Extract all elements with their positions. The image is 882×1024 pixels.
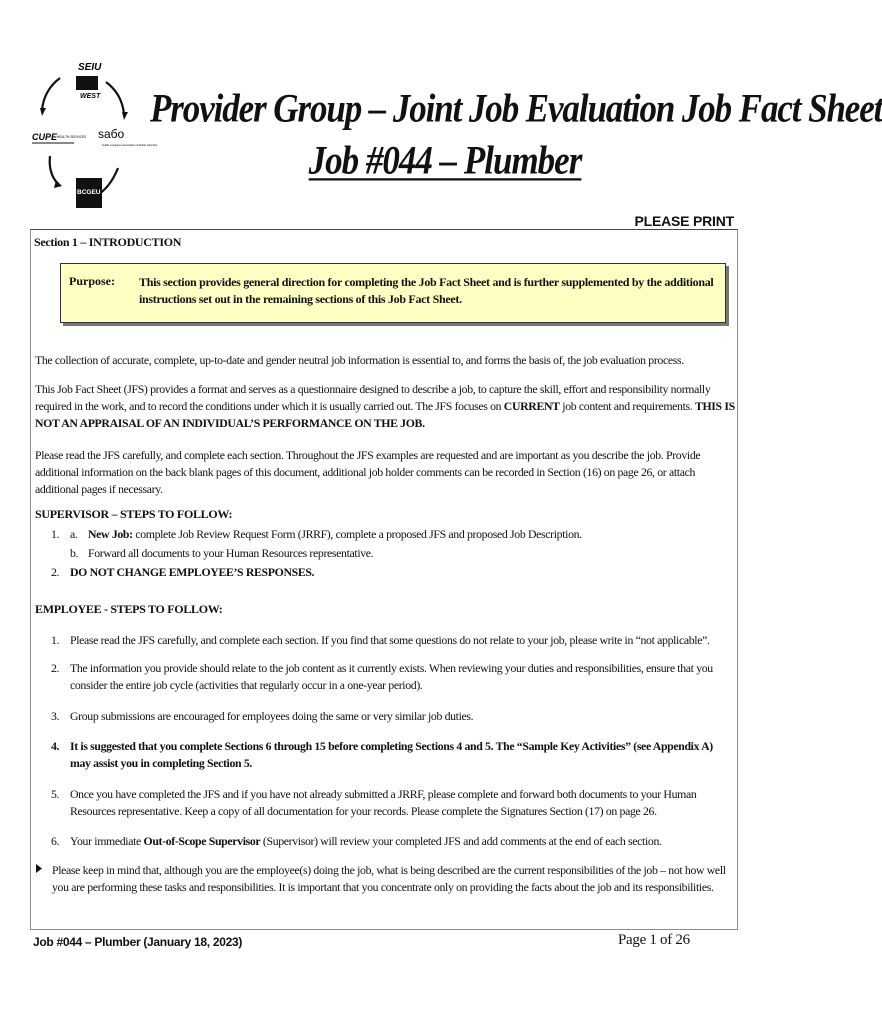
- section-heading: Section 1 – INTRODUCTION: [34, 235, 182, 249]
- new-job-text: complete Job Review Request Form (JRRF), complete a proposed JFS and proposed Job Description.: [132, 527, 582, 541]
- employee-step-4-number: 4.: [51, 739, 60, 753]
- intro-paragraph-2: [35, 381, 735, 432]
- sabo-logo-subtext: health employers association of british columbia: [102, 144, 158, 147]
- employee-heading: EMPLOYEE - STEPS TO FOLLOW:: [35, 602, 223, 616]
- employee-note: Please keep in mind that, although you are the employee(s) doing the job, what is being described are the current responsibilities of the job – not how well you are performing these tasks and responsibilities. It is important that you concentrate only on providing the facts about the job and its responsibilities.: [52, 863, 726, 894]
- seiu-logo-mark: [76, 76, 98, 90]
- para2-current: CURRENT: [503, 399, 560, 413]
- para2-text-a: This Job Fact Sheet (JFS) provides a format and serves as a questionnaire designed to describe a job, to capture the skill, effort and responsibility normally required in the work, and to record the conditions under which it is usually carried out. The JFS focuses on: [35, 382, 711, 413]
- please-print-label: PLEASE PRINT: [634, 213, 734, 229]
- supervisor-heading: SUPERVISOR – STEPS TO FOLLOW:: [35, 507, 233, 521]
- job-title: [150, 138, 740, 184]
- employee-step-1-number: 1.: [51, 633, 60, 647]
- supervisor-step-1a: [88, 526, 728, 543]
- document-title: Provider Group – Joint Job Evaluation Job Fact Sheet: [150, 86, 882, 131]
- union-logos: [30, 58, 158, 218]
- supervisor-step-1b-marker: b.: [70, 546, 79, 560]
- employee-step-5: Once you have completed the JFS and if you have not already submitted a JRRF, please complete and forward both documents to your Human Resources representative. Keep a copy of all documentation for your records. Please complete the Signatures Section (17) on page 26.: [70, 787, 697, 818]
- para2-bold-statement: THIS IS NOT AN APPRAISAL OF AN INDIVIDUAL’S PERFORMANCE ON THE JOB.: [35, 399, 735, 430]
- intro-paragraph-3: Please read the JFS carefully, and complete each section. Throughout the JFS examples are requested and are important as you describe the job. Provide additional information on the back blank pages of this document, additional job holder comments can be recorded in Section (16) on page 26, or attach additional pages if necessary.: [35, 448, 701, 496]
- employee-step-6-number: 6.: [51, 834, 60, 848]
- job-title-text: Job #044 – Plumber: [308, 138, 582, 183]
- sabo-logo-text: saбo: [98, 127, 125, 141]
- new-job-label: New Job:: [88, 527, 133, 541]
- employee-step-2-number: 2.: [51, 661, 60, 675]
- employee-step-3: Group submissions are encouraged for employees doing the same or very similar job duties.: [70, 709, 474, 723]
- employee-step-1: Please read the JFS carefully, and complete each section. If you find that some questions do not relate to your job, please write in “not applicable”.: [70, 633, 710, 647]
- purpose-text: This section provides general direction for completing the Job Fact Sheet and is further supplemented by the additional instructions set out in the remaining sections of this Job Fact Sheet.: [139, 275, 714, 306]
- supervisor-step-2: DO NOT CHANGE EMPLOYEE’S RESPONSES.: [70, 565, 315, 579]
- employee-step-2: The information you provide should relate to the job content as it currently exists. When reviewing your duties and responsibilities, ensure that you consider the entire job cycle (activities that regularly occur in a one-year period).: [70, 661, 713, 692]
- supervisor-step-1b: Forward all documents to your Human Resources representative.: [88, 546, 374, 560]
- right-triangle-bullet-icon: [36, 864, 42, 873]
- footer-page-number: Page 1 of 26: [618, 932, 690, 948]
- seiu-logo-text: SEIU: [78, 62, 102, 73]
- step6-text-b: (Supervisor) will review your completed JFS and add comments at the end of each section.: [260, 834, 662, 848]
- employee-step-3-number: 3.: [51, 709, 60, 723]
- step6-text-a: Your immediate: [70, 834, 144, 848]
- employee-step-5-number: 5.: [51, 787, 60, 801]
- bcgeu-logo-text: BCGEU: [77, 189, 101, 196]
- cupe-logo-text: CUPE: [32, 132, 58, 142]
- employee-step-4: It is suggested that you complete Sections 6 through 15 before completing Sections 4 and 5. The “Sample Key Activities” (see Appendix A) may assist you in completing Section 5.: [70, 739, 713, 770]
- out-of-scope-supervisor: Out-of-Scope Supervisor: [143, 834, 261, 848]
- cupe-logo-subtext: HEALTH SERVICES: [57, 135, 87, 139]
- purpose-label: Purpose:: [69, 274, 115, 288]
- para2-text-b: job content and requirements.: [559, 399, 695, 413]
- west-logo-text: WEST: [80, 93, 101, 100]
- employee-step-6: [70, 833, 735, 850]
- purpose-box: [60, 263, 726, 323]
- supervisor-step-1-number: 1.: [51, 527, 60, 541]
- supervisor-step-2-number: 2.: [51, 565, 60, 579]
- intro-paragraph-1: The collection of accurate, complete, up-to-date and gender neutral job information is essential to, and forms the basis of, the job evaluation process.: [35, 353, 684, 367]
- supervisor-step-1a-marker: a.: [70, 527, 78, 541]
- footer-job-date: Job #044 – Plumber (January 18, 2023): [33, 935, 243, 949]
